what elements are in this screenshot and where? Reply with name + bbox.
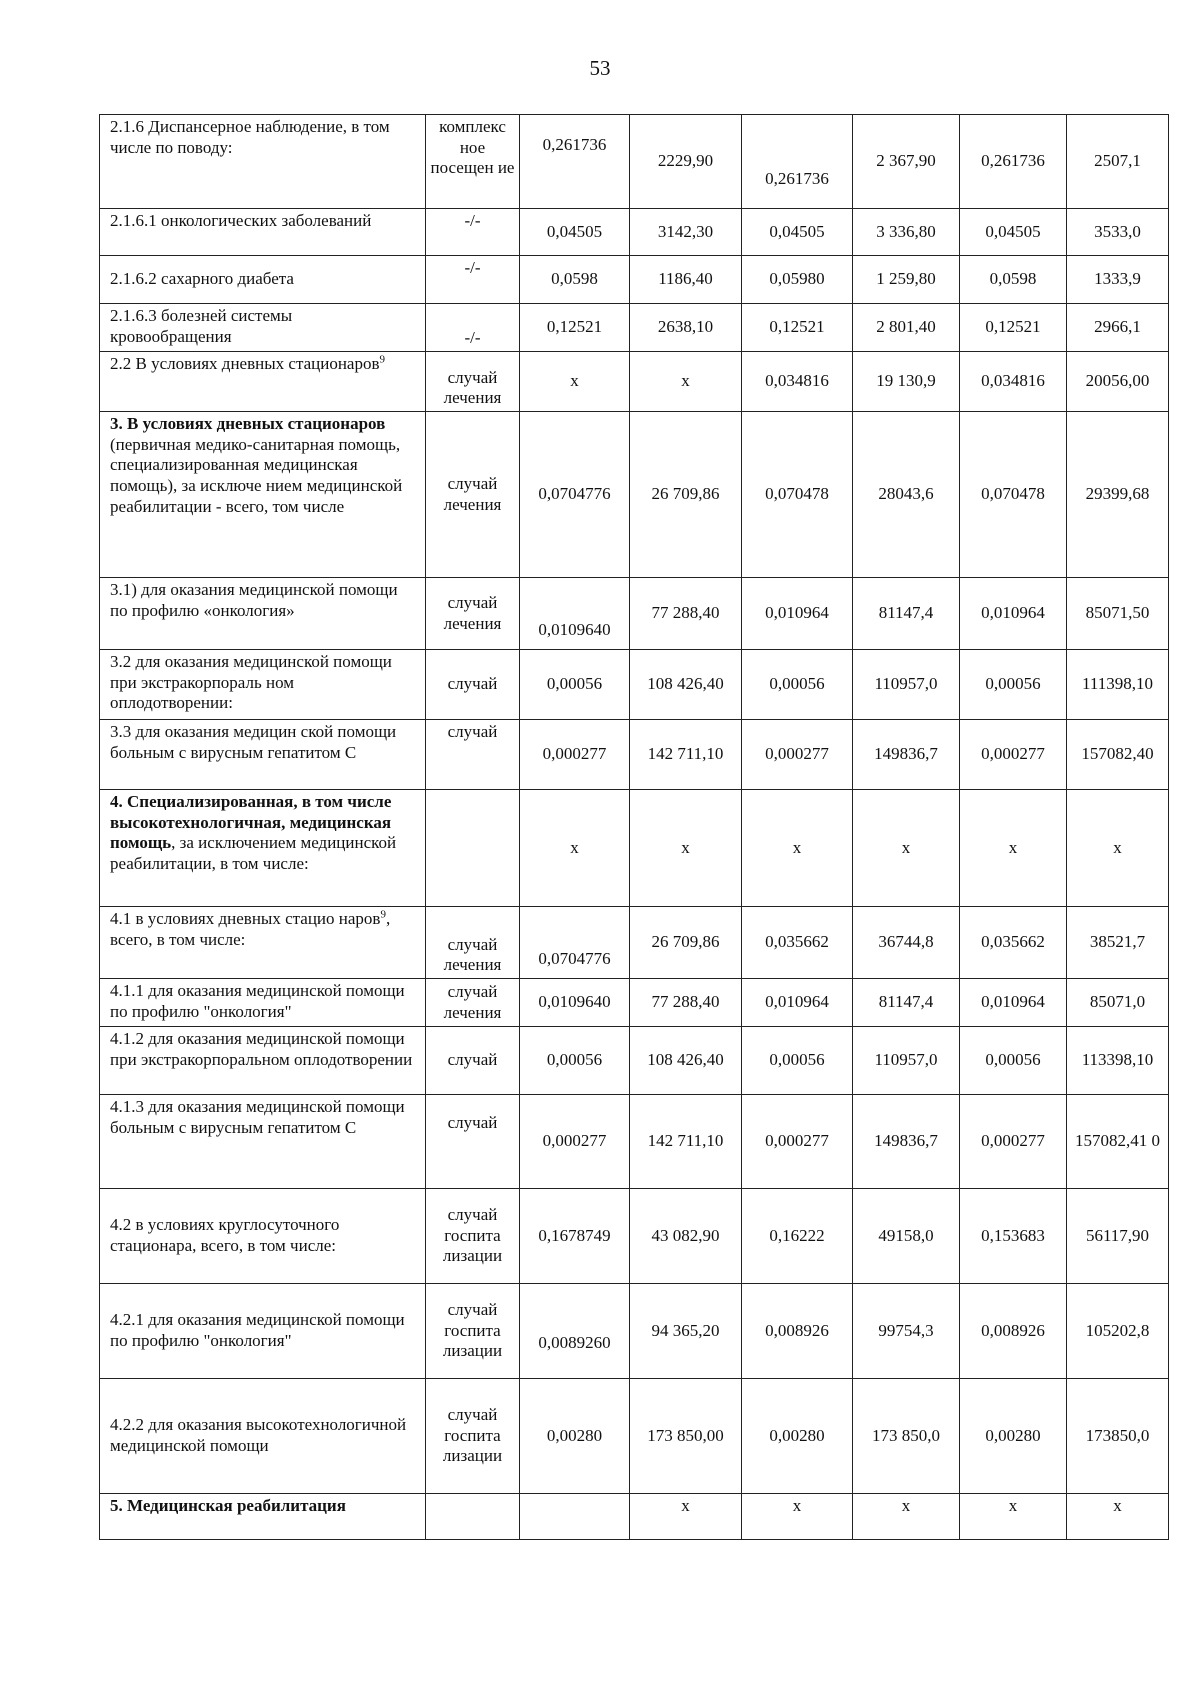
row-value: 157082,41 0 xyxy=(1067,1095,1169,1189)
row-value: 0,035662 xyxy=(742,907,853,979)
row-value: 0,04505 xyxy=(520,209,630,256)
row-value: 0,0109640 xyxy=(520,979,630,1027)
row-value: 0,00056 xyxy=(742,1027,853,1095)
row-name-bold: 5. Медицинская реабилитация xyxy=(110,1496,346,1515)
row-name-text: (первичная медико-санитарная помощь, специализированная медицинская помощь), за исключе нием медицинской реабилитации - всего, том числе xyxy=(110,434,403,516)
row-value: 2507,1 xyxy=(1067,115,1169,209)
row-name: 4.1.1 для оказания медицинской помощи по профилю "онкология" xyxy=(100,979,426,1027)
row-value: 0,0704776 xyxy=(520,907,630,979)
row-unit: случай лечения xyxy=(426,578,520,650)
row-value: х xyxy=(960,790,1067,907)
row-value: 142 711,10 xyxy=(630,720,742,790)
table-row xyxy=(100,979,1169,1027)
footnote-mark: 9 xyxy=(379,353,385,366)
row-value: 1186,40 xyxy=(630,256,742,304)
row-unit: случай xyxy=(426,720,520,790)
row-name: 4.2.2 для оказания высокотехнологичной медицинской помощи xyxy=(100,1379,426,1494)
row-name-bold: 3. В условиях дневных стационаров xyxy=(110,414,386,433)
row-unit: случай госпита лизации xyxy=(426,1189,520,1284)
row-value: 0,000277 xyxy=(742,1095,853,1189)
row-value: 149836,7 xyxy=(853,720,960,790)
row-name xyxy=(100,352,426,412)
row-name: 2.1.6.2 сахарного диабета xyxy=(100,256,426,304)
row-value: х xyxy=(630,352,742,412)
row-value: 3 336,80 xyxy=(853,209,960,256)
table-row xyxy=(100,304,1169,352)
row-value: 0,070478 xyxy=(742,412,853,578)
row-value: 0,010964 xyxy=(960,979,1067,1027)
row-value: 38521,7 xyxy=(1067,907,1169,979)
row-value: 173 850,00 xyxy=(630,1379,742,1494)
row-value: 0,04505 xyxy=(960,209,1067,256)
row-value: 0,00056 xyxy=(742,650,853,720)
table-row xyxy=(100,1027,1169,1095)
row-value: х xyxy=(742,790,853,907)
row-value: 56117,90 xyxy=(1067,1189,1169,1284)
row-value: 157082,40 xyxy=(1067,720,1169,790)
row-value: 0,0704776 xyxy=(520,412,630,578)
row-value: 0,00056 xyxy=(520,650,630,720)
table-row xyxy=(100,1189,1169,1284)
row-value: 110957,0 xyxy=(853,1027,960,1095)
row-value: 0,000277 xyxy=(520,1095,630,1189)
row-value: 0,261736 xyxy=(960,115,1067,209)
row-value: 0,035662 xyxy=(960,907,1067,979)
row-value: 20056,00 xyxy=(1067,352,1169,412)
row-value: 2 367,90 xyxy=(853,115,960,209)
row-value: 29399,68 xyxy=(1067,412,1169,578)
row-unit: -/- xyxy=(426,209,520,256)
row-name xyxy=(100,1494,426,1540)
row-value: 0,008926 xyxy=(960,1284,1067,1379)
row-value: 77 288,40 xyxy=(630,979,742,1027)
row-value: 2966,1 xyxy=(1067,304,1169,352)
row-name xyxy=(100,907,426,979)
row-unit: случай госпита лизации xyxy=(426,1379,520,1494)
row-value: 105202,8 xyxy=(1067,1284,1169,1379)
row-name-text: , за исключением медицинской реабилитации, в том числе: xyxy=(110,833,397,874)
row-value: 113398,10 xyxy=(1067,1027,1169,1095)
table-row xyxy=(100,650,1169,720)
row-name-bold: 4. Специализированная, в том числе высокотехнологичная, медицинская помощь xyxy=(110,792,392,853)
row-value: 0,0598 xyxy=(960,256,1067,304)
row-unit: случай лечения xyxy=(426,979,520,1027)
row-value: х xyxy=(520,352,630,412)
row-value: х xyxy=(630,790,742,907)
row-value: 111398,10 xyxy=(1067,650,1169,720)
table-row xyxy=(100,209,1169,256)
row-value: 81147,4 xyxy=(853,979,960,1027)
table-row xyxy=(100,1284,1169,1379)
row-unit: -/- xyxy=(426,256,520,304)
row-value: х xyxy=(742,1494,853,1540)
row-value: 0,00280 xyxy=(520,1379,630,1494)
row-value: х xyxy=(630,1494,742,1540)
row-value: 0,008926 xyxy=(742,1284,853,1379)
row-value: 81147,4 xyxy=(853,578,960,650)
row-value: 26 709,86 xyxy=(630,907,742,979)
table-row xyxy=(100,1379,1169,1494)
row-name xyxy=(100,790,426,907)
row-value: 0,010964 xyxy=(742,578,853,650)
row-value: 0,12521 xyxy=(520,304,630,352)
table-row xyxy=(100,1095,1169,1189)
row-value: 142 711,10 xyxy=(630,1095,742,1189)
row-name: 2.1.6 Диспансерное наблюдение, в том числе по поводу: xyxy=(100,115,426,209)
row-value: 108 426,40 xyxy=(630,1027,742,1095)
row-value: 0,0109640 xyxy=(520,578,630,650)
row-value: 2229,90 xyxy=(630,115,742,209)
row-value: 26 709,86 xyxy=(630,412,742,578)
row-value: 0,1678749 xyxy=(520,1189,630,1284)
row-value: 0,00056 xyxy=(960,650,1067,720)
row-value: х xyxy=(853,1494,960,1540)
row-value xyxy=(520,1494,630,1540)
row-value: 0,000277 xyxy=(742,720,853,790)
row-value: х xyxy=(1067,1494,1169,1540)
row-value: 0,261736 xyxy=(742,115,853,209)
row-name: 3.1) для оказания медицинской помощи по профилю «онкология» xyxy=(100,578,426,650)
row-value: х xyxy=(1067,790,1169,907)
row-value: 0,261736 xyxy=(520,115,630,209)
row-unit xyxy=(426,790,520,907)
row-value: 173850,0 xyxy=(1067,1379,1169,1494)
row-value: 2 801,40 xyxy=(853,304,960,352)
table-row xyxy=(100,578,1169,650)
row-value: 0,12521 xyxy=(742,304,853,352)
row-value: 0,153683 xyxy=(960,1189,1067,1284)
row-name-text: 4.1 в условиях дневных стацио наров xyxy=(110,909,381,928)
row-value: 0,000277 xyxy=(960,720,1067,790)
row-value: 43 082,90 xyxy=(630,1189,742,1284)
row-name: 4.1.2 для оказания медицинской помощи при экстракорпоральном оплодотворении xyxy=(100,1027,426,1095)
row-value: 0,034816 xyxy=(742,352,853,412)
row-unit: случай госпита лизации xyxy=(426,1284,520,1379)
row-value: 1333,9 xyxy=(1067,256,1169,304)
row-value: 0,00280 xyxy=(742,1379,853,1494)
row-unit: случай лечения xyxy=(426,412,520,578)
row-value: 2638,10 xyxy=(630,304,742,352)
row-value: 0,000277 xyxy=(960,1095,1067,1189)
row-value: 19 130,9 xyxy=(853,352,960,412)
row-value: 149836,7 xyxy=(853,1095,960,1189)
row-value: 173 850,0 xyxy=(853,1379,960,1494)
footnote-mark: 9 xyxy=(380,908,386,921)
row-value: 110957,0 xyxy=(853,650,960,720)
row-value: 0,0089260 xyxy=(520,1284,630,1379)
row-value: 0,070478 xyxy=(960,412,1067,578)
row-value: 28043,6 xyxy=(853,412,960,578)
row-unit: случай лечения xyxy=(426,907,520,979)
row-value: х xyxy=(853,790,960,907)
table-row xyxy=(100,352,1169,412)
row-value: 0,0598 xyxy=(520,256,630,304)
row-unit: случай xyxy=(426,1095,520,1189)
row-value: х xyxy=(520,790,630,907)
row-name: 2.1.6.3 болезней системы кровообращения xyxy=(100,304,426,352)
row-value: 85071,50 xyxy=(1067,578,1169,650)
row-value: 0,00056 xyxy=(960,1027,1067,1095)
row-value: 0,00280 xyxy=(960,1379,1067,1494)
row-value: 0,000277 xyxy=(520,720,630,790)
row-value: 36744,8 xyxy=(853,907,960,979)
table-row xyxy=(100,256,1169,304)
row-name: 3.3 для оказания медицин ской помощи больным с вирусным гепатитом С xyxy=(100,720,426,790)
row-value: 49158,0 xyxy=(853,1189,960,1284)
row-value: 108 426,40 xyxy=(630,650,742,720)
row-name-text: 2.2 В условиях дневных стационаров xyxy=(110,354,380,373)
row-value: 0,010964 xyxy=(960,578,1067,650)
row-unit: комплекс ное посещен ие xyxy=(426,115,520,209)
row-value: 99754,3 xyxy=(853,1284,960,1379)
row-name: 2.1.6.1 онкологических заболеваний xyxy=(100,209,426,256)
table-row xyxy=(100,412,1169,578)
row-value: 0,010964 xyxy=(742,979,853,1027)
row-value: 0,00056 xyxy=(520,1027,630,1095)
row-name-text-after: , всего, в том числе: xyxy=(110,909,391,949)
row-value: х xyxy=(960,1494,1067,1540)
row-value: 0,05980 xyxy=(742,256,853,304)
table-row xyxy=(100,720,1169,790)
row-value: 0,16222 xyxy=(742,1189,853,1284)
row-value: 1 259,80 xyxy=(853,256,960,304)
row-value: 3142,30 xyxy=(630,209,742,256)
row-unit: -/- xyxy=(426,304,520,352)
row-value: 85071,0 xyxy=(1067,979,1169,1027)
row-name: 3.2 для оказания медицинской помощи при экстракорпораль ном оплодотворении: xyxy=(100,650,426,720)
row-value: 77 288,40 xyxy=(630,578,742,650)
row-value: 0,034816 xyxy=(960,352,1067,412)
row-name: 4.1.3 для оказания медицинской помощи больным с вирусным гепатитом С xyxy=(100,1095,426,1189)
row-name: 4.2.1 для оказания медицинской помощи по профилю "онкология" xyxy=(100,1284,426,1379)
row-unit: случай xyxy=(426,650,520,720)
row-value: 94 365,20 xyxy=(630,1284,742,1379)
row-name xyxy=(100,412,426,578)
row-unit: случай лечения xyxy=(426,352,520,412)
tariff-table xyxy=(99,114,1169,1540)
table-row xyxy=(100,1494,1169,1540)
row-value: 0,04505 xyxy=(742,209,853,256)
table-row xyxy=(100,790,1169,907)
row-unit xyxy=(426,1494,520,1540)
table-row xyxy=(100,115,1169,209)
page-number: 53 xyxy=(589,56,611,80)
row-unit: случай xyxy=(426,1027,520,1095)
row-value: 3533,0 xyxy=(1067,209,1169,256)
table-row xyxy=(100,907,1169,979)
row-name: 4.2 в условиях круглосуточного стационара, всего, в том числе: xyxy=(100,1189,426,1284)
row-value: 0,12521 xyxy=(960,304,1067,352)
